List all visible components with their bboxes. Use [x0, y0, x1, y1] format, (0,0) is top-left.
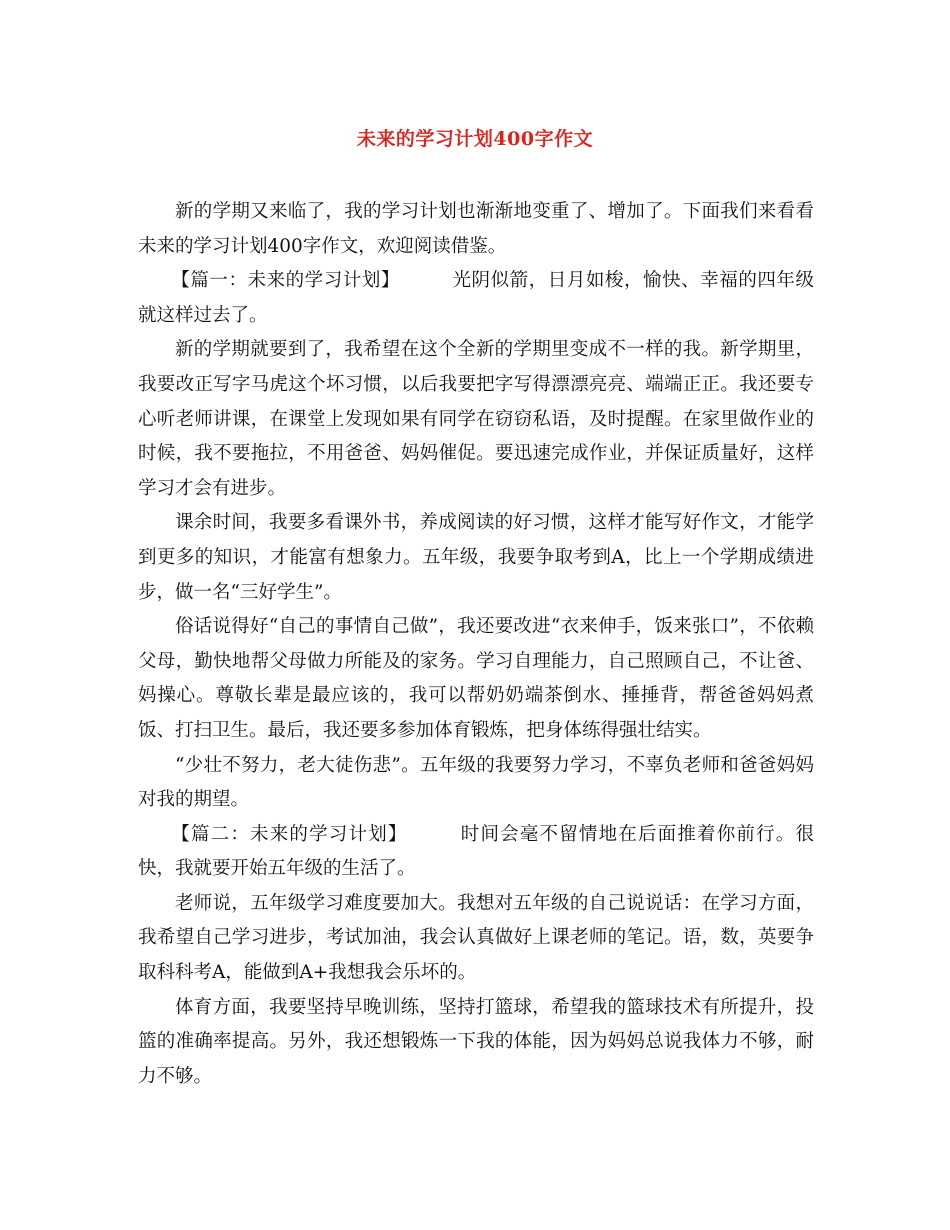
document-body [138, 195, 814, 1094]
document-title: 未来的学习计划400字作文 [356, 128, 594, 150]
body-paragraph: 课余时间，我要多看课外书，养成阅读的好习惯，这样才能写好作文，才能学到更多的知识，才能富有想象力。五年级，我要争取考到A，比上一个学期成绩进步，做一名“三好学生”。 [138, 512, 814, 603]
body-paragraph: 老师说，五年级学习难度要加大。我想对五年级的自己说说话：在学习方面，我希望自己学习进步，考试加油，我会认真做好上课老师的笔记。语，数，英要争取科科考A，能做到A+我想我会乐坏的。 [138, 892, 814, 984]
section-two-text: 时间会毫不留情地在后面推着你前行。很快，我就要开始五年级的生活了。 [138, 823, 814, 880]
section-two-paragraph [138, 818, 814, 887]
section-one-paragraph [138, 264, 814, 333]
body-paragraph: 俗话说得好“自己的事情自己做”，我还要改进“衣来伸手，饭来张口”，不依赖父母，勤快地帮父母做力所能及的家务。学习自理能力，自己照顾自己，不让爸、妈操心。尊敬长辈是最应该的，我可以帮奶奶端茶倒水、捶捶背，帮爸爸妈妈煮饭、打扫卫生。最后，我还要多参加体育锻炼，把身体练得强壮结实。 [138, 616, 814, 741]
body-paragraph: 新的学期就要到了，我希望在这个全新的学期里变成不一样的我。新学期里，我要改正写字马虎这个坏习惯，以后我要把字写得漂漂亮亮、端端正正。我还要专心听老师讲课，在课堂上发现如果有同学在窃窃私语，及时提醒。在家里做作业的时候，我不要拖拉，不用爸爸、妈妈催促。要迅速完成作业，并保证质量好，这样学习才会有进步。 [138, 339, 814, 499]
intro-paragraph: 新的学期又来临了，我的学习计划也渐渐地变重了、增加了。下面我们来看看未来的学习计划400字作文，欢迎阅读借鉴。 [138, 201, 814, 257]
section-one-heading: 【篇一：未来的学习计划】 [171, 270, 400, 292]
body-paragraph: “少壮不努力，老大徒伤悲”。五年级的我要努力学习，不辜负老师和爸爸妈妈对我的期望。 [138, 754, 814, 811]
body-paragraph: 体育方面，我要坚持早晚训练，坚持打篮球，希望我的篮球技术有所提升，投篮的准确率提高。另外，我还想锻炼一下我的体能，因为妈妈总说我体力不够，耐力不够。 [138, 996, 814, 1087]
section-two-heading: 【篇二：未来的学习计划】 [171, 823, 408, 845]
section-one-text: 光阴似箭，日月如梭，愉快、幸福的四年级就这样过去了。 [138, 270, 814, 326]
